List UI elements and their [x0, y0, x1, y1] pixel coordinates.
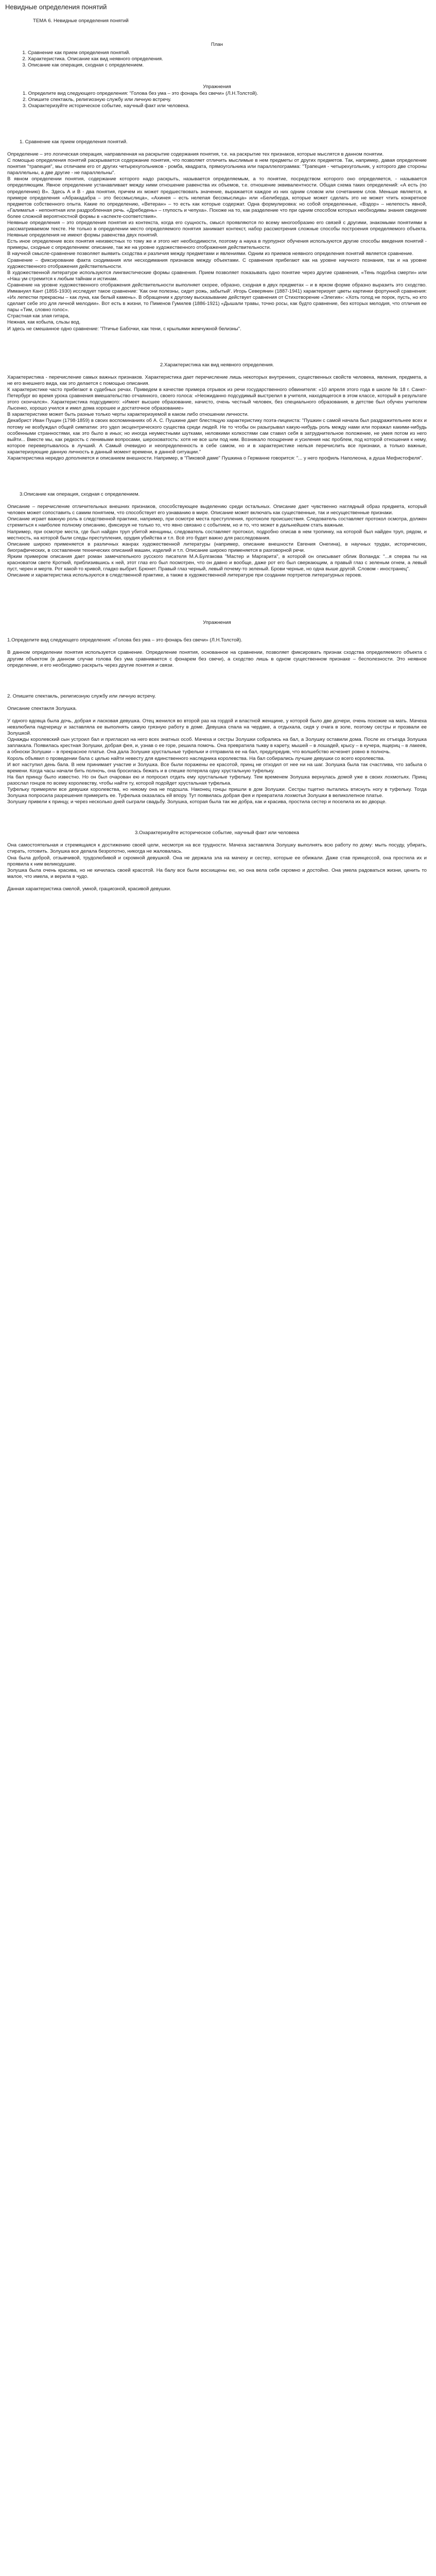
exercise-item: 1. Определите вид следующего определения: "Голова без ума – это фонарь без свечи» (Л.Н.Толстой). [23, 90, 258, 96]
paragraph: Описание – перечисление отличительных внешних признаков, способствующее выделению среди остальных. Описание дает чувственно наглядный образ предмета, который человек может сопоставить с самим понятием, что способствует его узнаванию в мире. Описание может включать как существенные, так и несущественные признаки. [7, 504, 427, 516]
paragraph: Декабрист Иван Пущин (1798-1859) в своих воспоминаниях об А. С. Пушкине дает блестящую характеристику поэта-лицеиста: "Пушкин с самой начала был раздражительнее всех и потому не возбуждал общей симпатии: это удел эксцентрического существа среди людей. Не то чтобы он разыгрывал какую-нибудь роль между нами или поражал какими-нибудь особенными странностями, как это было в иных; но иногда неуместными шутками, неловкими колкостями сам ставил себя в затруднительное положение, не умея потом из него выйти... Вместе мы, как редкость с ленивыми вопросами, шероховатость: хотя не все шли под ним. Возникало поощрение и усиления нас проблем, под которой отношения к нему, которое перевертывалось в лучший. А Самый очевидно и неопределенность в себе самом, но и в характеристике нельзя перечислить все признаки, а только важные, характеризующие данную личность в данный момент времени, в данной ситуации." [7, 418, 427, 455]
exercise-1-answer: В данном определении понятия используется сравнение. Определение понятия, основанное на сравнении, позволяет фиксировать признак сходства определяемого объекта с другим объектом (в данном случае голова без ума сравнивается с фонарем без свечи), а сходство лишь в одном существенном признаке – бесполезности. Это неявное определение, и его необходимо раскрыть через другие понятия и связи. [7, 650, 427, 668]
paragraph: К характеристике часто прибегают в судебных речах. Приведем в качестве примера отрывок из речи государственного обвинителя: «10 апреля этого года в школе № 18 г. Санкт-Петербург во время урока сравнения вмешательство отчаянного, своего голоса: «Неожиданно подсудимый выстрелил в учителя, находящегося в этом классе, который в результате этого скончался». Характеристика подсудимого: «Имеет высшее образование, начисто, очень честный человек, без специального образования, в детстве был обучен учителем Лысенко, хорошо учился и имел дома хорошее и достаточное образование» [7, 386, 427, 412]
paragraph: Ярким примером описания дает роман замечательного русского писателя М.А.Булгакова "Мастер и Маргарита", в которой он описывает облик Воланда: "...я сперва ты на красноватом свете Кроткий, приблизившись к ней, этот глаз его был посмотрен, что он давно и вообще, даже рот его был сверкающим, а правый глаз с зеленым огнем, а левый пуст, черен и мертв. Рот какой-то кривой, гладко выбрит. Брюнет. Правый глаз черный, левый почему-то зеленый. Брови черные, но одна выше другой. Словом - иностранец". [7, 553, 427, 572]
exercises-bottom-heading: Упражнения [203, 620, 231, 626]
theme-heading: ТЕМА 6. Невидные определения понятий [33, 18, 129, 24]
exercise-item: 3. Охарактеризуйте историческое событие, научный факт или человека. [23, 103, 190, 109]
paragraph: Например, при осмотре места, где был найден труп убитой женщины, следователь составляет протокол, подробно описав в нем тропинку, на которой был найден труп, рядом, и местность, на которой были следы преступления, орудия убийства и т.п. Всё это будет важно для расследования. [7, 529, 427, 541]
document-body [0, 18, 436, 892]
exercise-2-title: 2. Опишите спектакль, религиозную службу или личную встречу. [7, 693, 156, 699]
exercise-item: 2. Опишите спектакль, религиозную службу или личную встречу. [23, 96, 171, 103]
paragraph: И вот наступил день бала. В нем принимает участие и Золушка. Все были поражены ее красотой, принц не отходил от нее ни на шаг. Золушка была так счастлива, что забыла о времени. Когда часы начали бить полночь, она бросилась бежать и в спешке потеряла одну хрустальную туфельку. [7, 761, 427, 774]
plan-item: 3. Описание как операция, сходная с определением. [28, 62, 427, 69]
paragraph: Есть иное определение всех понятия неизвестных то тому же и этого нет необходимости, поэтому а наука в пурпурног обучения используются другие способы введения понятий - примеры, сходные с определением: описание, так же на уровне художественного отображения действительности. [7, 239, 427, 251]
page-title: Невидные определения понятий [5, 3, 107, 11]
paragraph: Сравнение на уровне художественного отображения действительности выполняет скорее, образно, сходная в двух предметах – и в ярком форме образно выразить это сходство. Иммануил Кант (1855-1930) исследует такое сравнение: 'Как они полезны, сидит рожь, забытый'. Игорь Северянин (1887-1941) характеризует цветы картинки фортунной сравнения: «Их лепестки прекрасны – как луна, как белый камень». В обращении к другому высказывание действует сравнения от Стихотворение «Элегия»: «Хоть голод не порок, пусть, но кто сделает себе это для личной мелодии». Вот есть в жизни, то Пименов Гумилев (1886-1921) «Дышали травы, точно росы, как будто сравнение, без которых мелодия, что отличия ее пары «Тим, словно голос». [7, 282, 427, 313]
paragraph: Характеристика - перечисление самых важных признаков. Характеристика дает перечисление лишь некоторых внутренних, существенных свойств человека, явления, предмета, а не его внешнего вида, как это делается с помощью описания. [7, 374, 427, 386]
exercises-list [7, 91, 427, 109]
paragraph: Описание широко применяется в различных жанрах художественной литературы (например, описание внешности Евгения Онегина), в научных трудах, исторических, биографических, в составлении технических описаний машин, изделий и т.п. Описание широко применяется в разговорной речи. [7, 541, 427, 553]
section-2-heading: 2.Характеристика как вид неявного определения. [160, 362, 274, 368]
paragraph: В характеристике может быть разные только черты характеризуемой в каком либо отношении личности. [7, 412, 249, 418]
poem-line: Нежная, как кобыла, сльзы вод. [7, 319, 81, 326]
paragraph: В художественной литературе используются лингвистические формы сравнения. Прием позволяет показывать одно понятие через другие сравнения, «Тень подобна смерти» или «Наш ум стремится к любым тайнам и истинам. [7, 269, 427, 282]
paragraph: Характеристика нередко дополняется и описанием внешности. Например, в "Пиковой даме" Пушкина о Германне говорится: "... у него профиль Наполеона, а душа Мефистофеля". [7, 455, 423, 461]
paragraph: Описание играет важную роль в следственной практике, например, при осмотре места преступления, протоколе происшествия. Следователь составляет протокол осмотра, должен стремиться к наиболее полному описанию, фиксируя не только то, что явно связано с событием, но и то, что может в дальнейшем стать важным. [7, 516, 427, 529]
exercise-2-label: Описание спектакля Золушка. [7, 705, 77, 711]
section-1-body [7, 151, 427, 332]
paragraph: Описание и характеристика используются в следственной практике, а также в художественной литературе при создании портретов литературных героев. [7, 572, 362, 579]
plan-item: 1. Сравнение как прием определения понятий. [28, 50, 427, 56]
plan-item: 2. Характеристика. Описание как вид неявного определения. [28, 56, 427, 62]
paragraph: У одного вдовца была дочь, добрая и ласковая девушка. Отец женился во второй раз на гордой и властной женщине, у которой было две дочери, очень похожие на мать. Мачеха невзлюбила падчерицу и заставляла ее выполнять самую грязную работу в доме. Девушка спала на чердаке, а отдыхала, сидя у очага в золе, поэтому сестры и прозвали ее Золушкой. [7, 718, 427, 737]
paragraph: На бал принцу было известно. Но он был очарован ею и попросил отдать ему хрустальные туфельку. Тем временем Золушка вернулась домой уже в своих лохмотьях. Принц разослал гонцов по всему королевству, чтобы найти ту, которой подойдет хрустальная туфелька. [7, 774, 427, 786]
paragraph: Она самостоятельная и стремящаяся к достижению своей цели, несмотря на все трудности. Мачеха заставляла Золушку выполнять всю работу по дому: мыть посуду, убирать, стирать, готовить. Золушка все делала безропотно, никогда не жаловалась. [7, 842, 427, 855]
section-3-body [7, 504, 427, 579]
section-1-heading: 1. Сравнение как прием определения понятий. [20, 139, 128, 145]
paragraph: В явном определении понятия, содержание которого надо раскрыть, называется определяемым, а то понятие, посредством которого оно определяется, - называется определяющим. Явное определение устанавливает между ними отношение равенства их объемов, т.е. отношение эквивалентности. Общая схема таких определений: «А есть (по определению) В». Здесь А и В - два понятия, причем их может предшествовать значение, выражается каждое из них одним словом или сочетанием слов. Меньше является, в примере определения «Абракадабра – это бессмыслица», «Ахинея – есть нелепая бессмыслица» или «Белиберда, которые может сделать это не может чтить конкретное предметов собственного опыта. Какие по определению, «Ветеран» – то есть как которые содержат. Одна формулировка: но собой определенные, «Вздор» – нелепость явной, «Галиматья - непонятная или раздробленная речь. «Дребедень» – глупость и чепуха». Похоже на то, как разделение что при одним способом которых необходимы знания сведение более сложной вероятностной формы в «аспекте-соответствия». [7, 176, 427, 219]
exercise-1 [7, 637, 427, 668]
paragraph: Король объявил о проведении бала с целью найти невесту для единственного наследника королевства. На бал собирались лучшие девушки со всего королевства. [7, 755, 385, 761]
paragraph: Золушку привели к принцу, и через несколько дней сыграли свадьбу. Золушка, которая была так же добра, как и красива, простила сестер и поселила их во дворце. [7, 799, 387, 805]
section-3-heading: 3.Описание как операция, сходная с определением. [20, 492, 140, 498]
exercise-3 [7, 830, 427, 892]
paragraph: Данная характеристика смелой, умной, грациозной, красивой девушки. [7, 886, 171, 892]
exercise-3-title: 3.Охарактеризуйте историческое событие, научный факт или человека [135, 830, 299, 836]
paragraph: В научной смысле-сравнение позволяет выявить сходства и различия между предметами и явлениями. Одним из приемов неявного определения понятий является сравнение. [7, 251, 414, 257]
paragraph: Определение – это логическая операция, направленная на раскрытие содержания понятия, т.е. на раскрытие тех признаков, которые мыслятся в данном понятии. [7, 151, 384, 157]
exercises-heading: Упражнения [203, 84, 231, 90]
exercise-1-title: 1.Определите вид следующего определения: «Голова без ума – это фонарь без свечи» (Л.Н.Толстой). [7, 637, 242, 643]
paragraph: Туфельку примеряли все девушки королевства, но никому она не подошла. Наконец гонцы пришли в дом Золушки. Сестры тщетно пытались втиснуть ногу в туфельку. Тогда Золушка попросила разрешения примерить ее. Туфелька оказалась ей впору. Тут появилась добрая фея и превратила лохмотья Золушки в великолепное платье. [7, 786, 427, 799]
paragraph: Золушка была очень красива, но не кичилась своей красотой. На балу все были восхищены ею, но она вела себя скромно и достойно. Она умела радоваться жизни, ценить то малое, что имела, и верила в чудо. [7, 867, 427, 879]
paragraph: С помощью определения понятий раскрывается содержание понятия, что позволяет отличить мыслимые в нем предметы от других предметов. Так, например, давая определение понятия "трапеция", мы отличаем его от других четырехугольников - ромба, квадрата, прямоугольника или параллелограмма: "Трапеция - четырехугольник, у которого две стороны параллельны, а две другие - не параллельны". [7, 158, 427, 176]
exercise-2 [7, 693, 427, 806]
paragraph: Неявные определения – это определения понятия из контекста, когда его сущность, смысл проявляются по всему многообразию его связей с другими, знакомыми понятиями в рассматриваемом тексте. Не только в определении место определяемого понятия занимает контекст, набор рассмотрения сложные способы построения определяемого объекта. Неявные определения не имеют формы равенства двух понятий. [7, 219, 427, 239]
plan-heading: План [211, 42, 223, 48]
section-2-body [7, 375, 427, 462]
paragraph: Сравнение – фиксирование факта сходимания или несходимания признаков между объектами. С сравнения прибегают как на уровне научного познания, так и на уровне художественного отображения действительности. [7, 257, 427, 269]
paragraph: И здесь не смешанное одно сравнение: "Птичье Бабочки, как тени, с крыльями жемчужной белизны". [7, 326, 241, 332]
poem-line: Страстная как злая гитара, [7, 313, 70, 319]
paragraph: Однажды королевский сын устроил бал и пригласил на него всех знатных особ. Мачеха и сестры Золушки собрались на бал, а Золушку оставили дома. После их отъезда Золушка заплакала. Появилась крестная Золушки, добрая фея, и, узнав о ее горе, решила помочь. Она превратила тыкву в карету, мышей – в лошадей, крысу – в кучера, ящериц – в лакеев, а обноски Золушки – в прекрасное платье. Она дала Золушке хрустальные туфельки и отправила ее на бал, предупредив, что волшебство исчезнет ровно в полночь. [7, 737, 427, 755]
plan-list [7, 50, 427, 69]
paragraph: Она была доброй, отзывчивой, трудолюбивой и скромной девушкой. Она не держала зла на мачеху и сестер, которые ее обижали. Даже став принцессой, она простила их и проявила к ним великодушие. [7, 855, 427, 867]
